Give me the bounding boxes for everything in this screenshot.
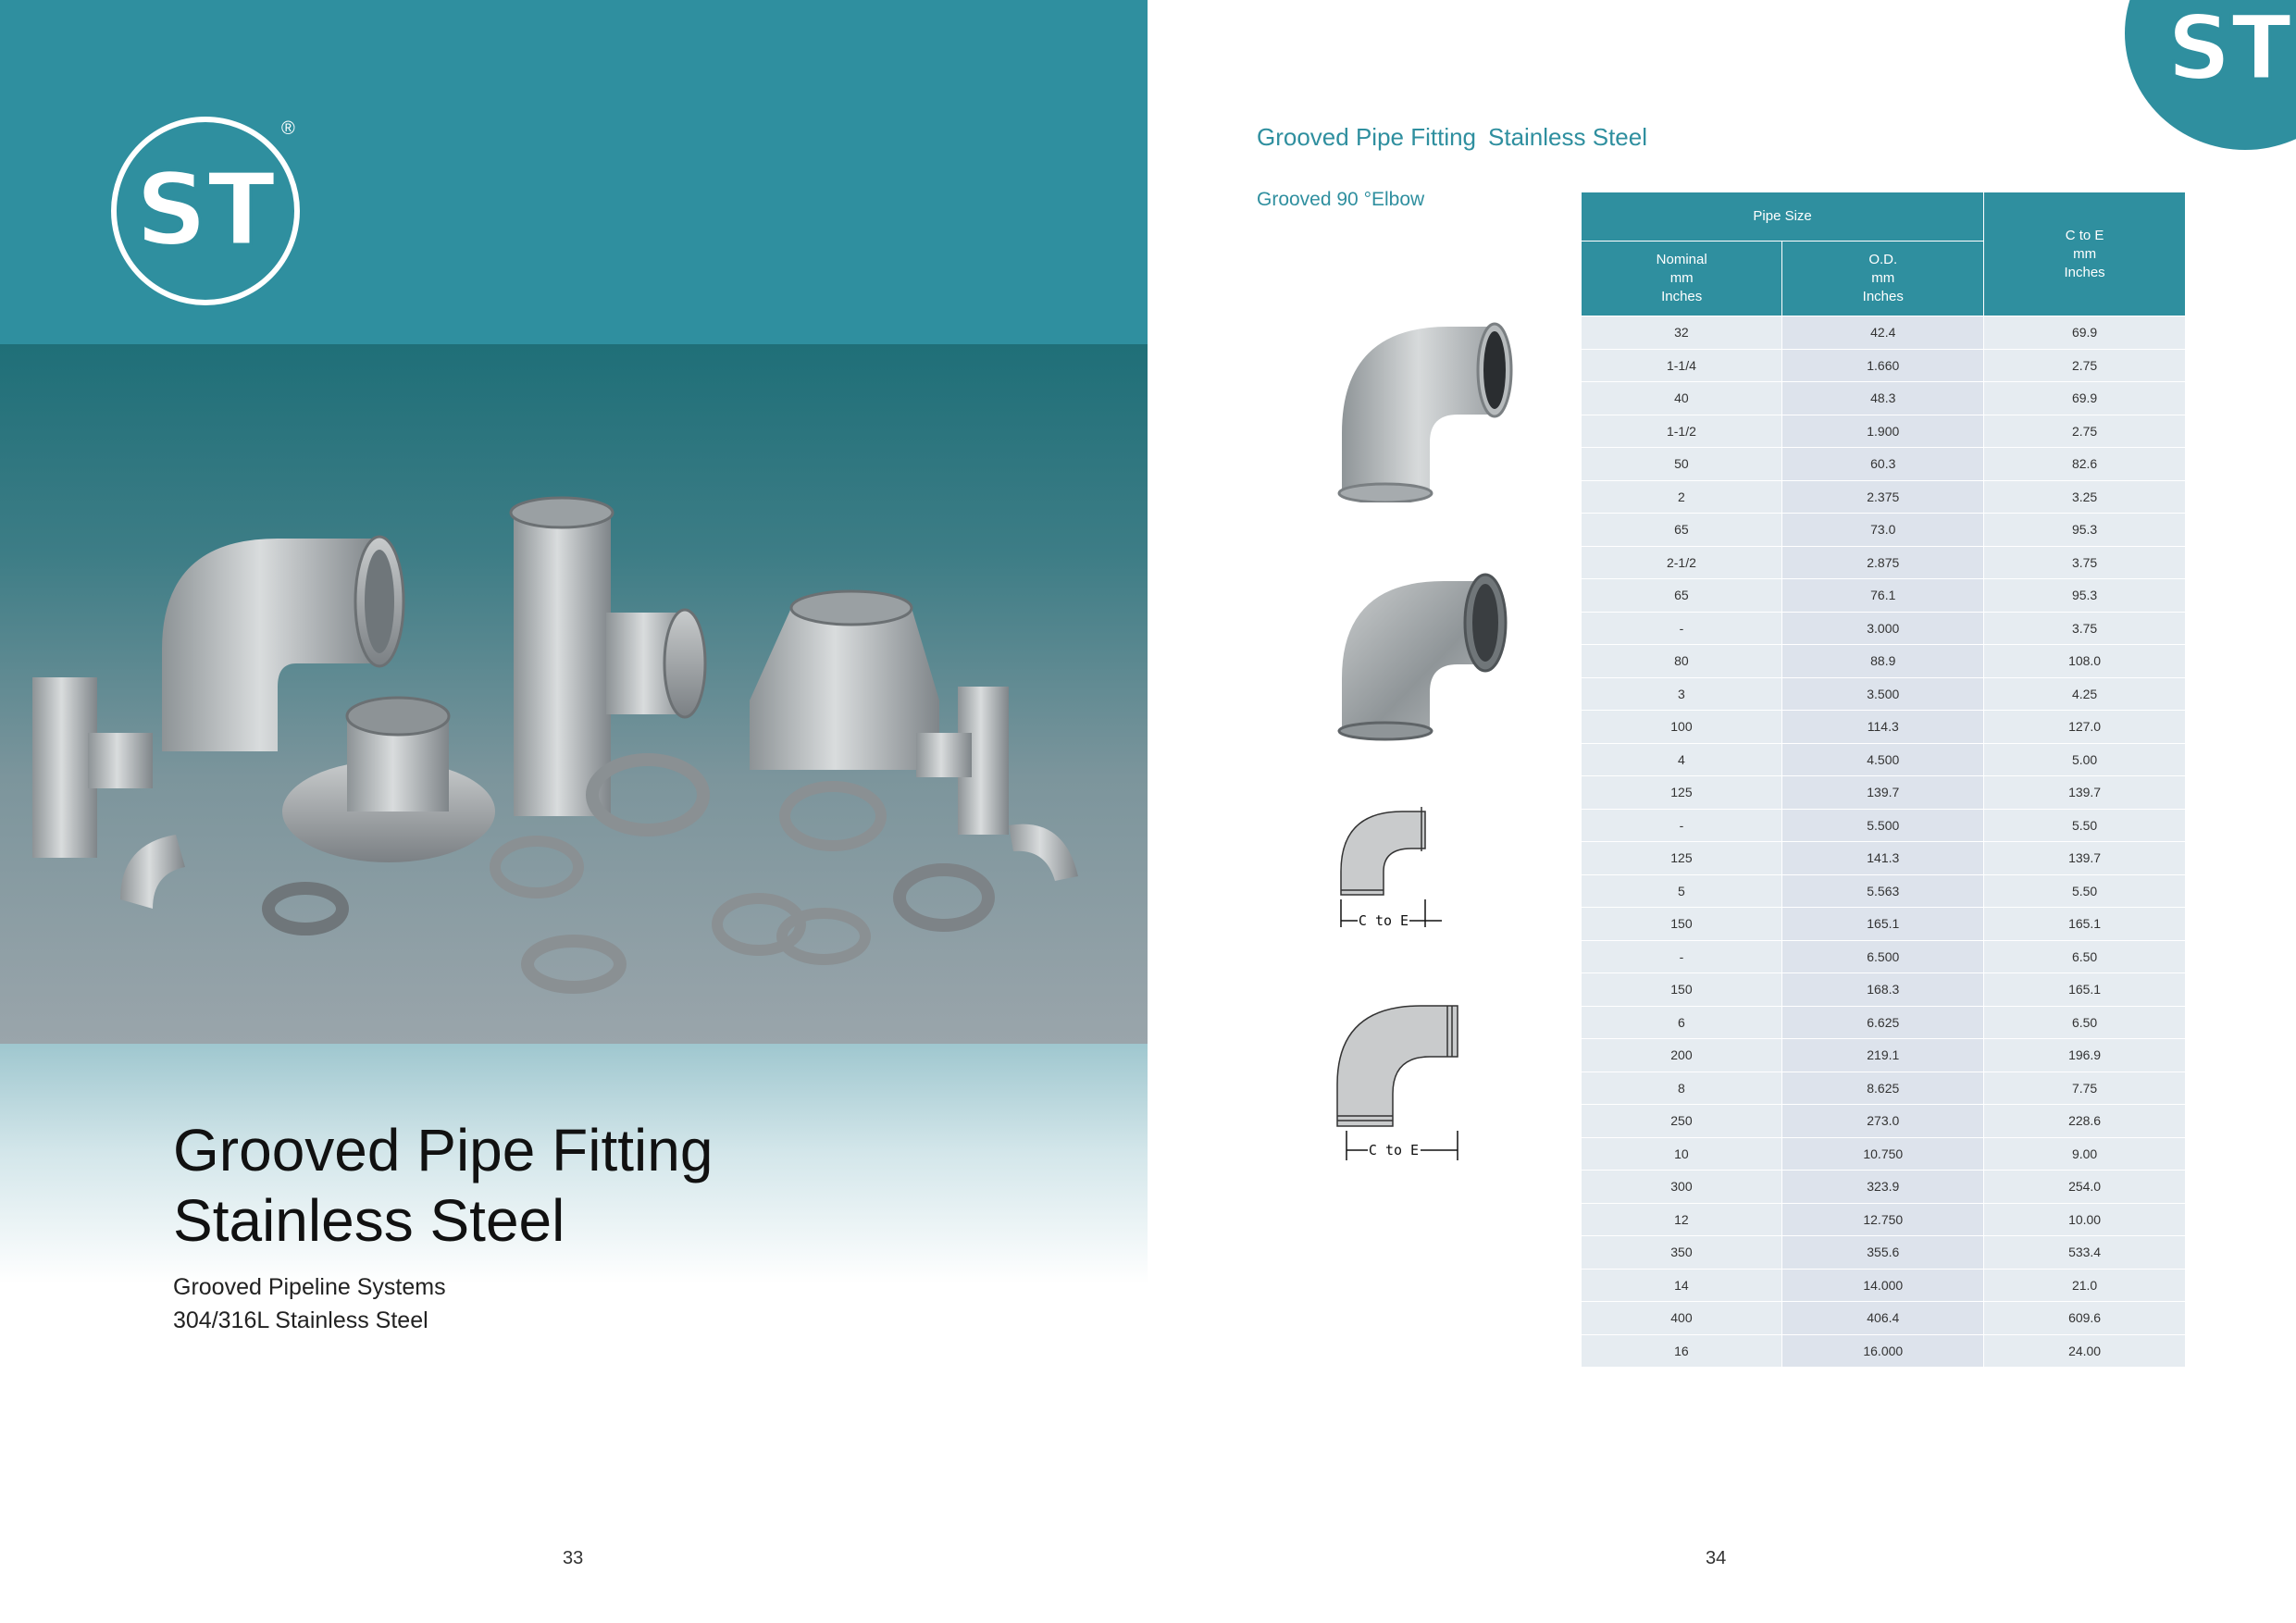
cell-nominal: 12 <box>1582 1203 1782 1236</box>
header-nominal <box>1582 242 1782 316</box>
cell-od: 2.875 <box>1782 546 1984 579</box>
cell-od: 76.1 <box>1782 579 1984 613</box>
table-row <box>1582 514 2186 547</box>
cell-nominal: 10 <box>1582 1137 1782 1171</box>
cell-nominal: 14 <box>1582 1269 1782 1302</box>
table-row <box>1582 1039 2186 1072</box>
cell-ce: 3.75 <box>1984 546 2186 579</box>
cell-nominal: 50 <box>1582 448 1782 481</box>
cell-od: 42.4 <box>1782 316 1984 350</box>
cell-ce: 5.50 <box>1984 874 2186 908</box>
cell-nominal: 3 <box>1582 677 1782 711</box>
cell-nominal: 16 <box>1582 1334 1782 1368</box>
header-nominal-line: Nominal <box>1656 252 1707 267</box>
table-row <box>1582 1236 2186 1270</box>
table-row <box>1582 776 2186 810</box>
cell-od: 114.3 <box>1782 711 1984 744</box>
cell-nominal: 250 <box>1582 1105 1782 1138</box>
table-row <box>1582 677 2186 711</box>
cell-ce: 165.1 <box>1984 973 2186 1007</box>
cell-od: 16.000 <box>1782 1334 1984 1368</box>
cell-nominal: 8 <box>1582 1072 1782 1105</box>
table-row <box>1582 973 2186 1007</box>
header-nominal-line: mm <box>1669 270 1694 286</box>
table-row <box>1582 1269 2186 1302</box>
cell-nominal: - <box>1582 612 1782 645</box>
table-row <box>1582 1334 2186 1368</box>
cell-nominal: 200 <box>1582 1039 1782 1072</box>
cell-od: 219.1 <box>1782 1039 1984 1072</box>
header-ce-line: C to E <box>2065 227 2104 243</box>
st-logo-icon <box>109 115 302 307</box>
header-ce-line: Inches <box>2064 264 2105 280</box>
page-subtitle <box>173 1270 446 1337</box>
cell-ce: 5.50 <box>1984 809 2186 842</box>
cell-od: 10.750 <box>1782 1137 1984 1171</box>
table-row <box>1582 874 2186 908</box>
subtitle-line-1: Grooved Pipeline Systems <box>173 1274 446 1300</box>
table-row <box>1582 612 2186 645</box>
cell-ce: 108.0 <box>1984 645 2186 678</box>
cell-od: 5.500 <box>1782 809 1984 842</box>
cell-ce: 82.6 <box>1984 448 2186 481</box>
cell-od: 6.500 <box>1782 940 1984 973</box>
title-line-1: Grooved Pipe Fitting <box>173 1117 714 1183</box>
elbow-photo-icon <box>1337 313 1522 502</box>
cell-od: 1.900 <box>1782 415 1984 448</box>
table-row <box>1582 940 2186 973</box>
cell-od: 3.000 <box>1782 612 1984 645</box>
cell-ce: 5.00 <box>1984 743 2186 776</box>
page-number-left: 33 <box>563 1548 584 1568</box>
cell-nominal: 40 <box>1582 382 1782 415</box>
cell-ce: 6.50 <box>1984 1006 2186 1039</box>
page-number-right: 34 <box>1706 1548 1727 1568</box>
table-row <box>1582 743 2186 776</box>
cell-od: 3.500 <box>1782 677 1984 711</box>
header-title-part2: Stainless Steel <box>1488 123 1647 151</box>
cell-nominal: 150 <box>1582 908 1782 941</box>
cell-ce: 127.0 <box>1984 711 2186 744</box>
header-ce-line: mm <box>2073 245 2097 262</box>
cell-od: 5.563 <box>1782 874 1984 908</box>
cell-od: 323.9 <box>1782 1171 1984 1204</box>
header-od-line: Inches <box>1862 289 1904 304</box>
table-row <box>1582 1171 2186 1204</box>
cell-od: 139.7 <box>1782 776 1984 810</box>
subtitle-line-2: 304/316L Stainless Steel <box>173 1307 428 1333</box>
cell-nominal: 65 <box>1582 579 1782 613</box>
header-title-part1: Grooved Pipe Fitting <box>1257 123 1477 151</box>
spec-table-body <box>1582 316 2186 1368</box>
cell-nominal: 6 <box>1582 1006 1782 1039</box>
registered-mark: ® <box>281 118 295 139</box>
cell-nominal: 32 <box>1582 316 1782 350</box>
table-row <box>1582 382 2186 415</box>
cell-nominal: 1-1/4 <box>1582 349 1782 382</box>
table-row <box>1582 842 2186 875</box>
spec-table <box>1581 192 2186 1368</box>
table-row <box>1582 349 2186 382</box>
cell-ce: 7.75 <box>1984 1072 2186 1105</box>
cell-ce: 139.7 <box>1984 842 2186 875</box>
elbow-photo-icon <box>1337 563 1522 743</box>
cell-ce: 609.6 <box>1984 1302 2186 1335</box>
cell-ce: 24.00 <box>1984 1334 2186 1368</box>
cell-nominal: 80 <box>1582 645 1782 678</box>
cell-od: 6.625 <box>1782 1006 1984 1039</box>
cell-nominal: 300 <box>1582 1171 1782 1204</box>
table-row <box>1582 1072 2186 1105</box>
cell-nominal: 125 <box>1582 842 1782 875</box>
table-row <box>1582 448 2186 481</box>
cell-nominal: 2-1/2 <box>1582 546 1782 579</box>
cell-ce: 95.3 <box>1984 514 2186 547</box>
table-row <box>1582 1006 2186 1039</box>
cell-nominal: 1-1/2 <box>1582 415 1782 448</box>
header-od-line: mm <box>1871 270 1895 286</box>
table-row <box>1582 1203 2186 1236</box>
cell-ce: 228.6 <box>1984 1105 2186 1138</box>
cell-nominal: - <box>1582 940 1782 973</box>
cell-od: 73.0 <box>1782 514 1984 547</box>
header-od <box>1782 242 1984 316</box>
cell-nominal: 150 <box>1582 973 1782 1007</box>
cell-ce: 2.75 <box>1984 415 2186 448</box>
cell-nominal: - <box>1582 809 1782 842</box>
cell-ce: 139.7 <box>1984 776 2186 810</box>
page-title <box>173 1115 713 1256</box>
cell-nominal: 65 <box>1582 514 1782 547</box>
table-row <box>1582 480 2186 514</box>
header-c-to-e <box>1984 192 2186 316</box>
cell-od: 4.500 <box>1782 743 1984 776</box>
title-line-2: Stainless Steel <box>173 1187 565 1254</box>
cell-od: 88.9 <box>1782 645 1984 678</box>
logo-text: ST <box>135 153 276 268</box>
table-row <box>1582 908 2186 941</box>
table-row <box>1582 316 2186 350</box>
cell-ce: 3.75 <box>1984 612 2186 645</box>
cell-ce: 69.9 <box>1984 316 2186 350</box>
cell-od: 2.375 <box>1782 480 1984 514</box>
elbow-drawing-icon <box>1337 807 1467 936</box>
cell-ce: 4.25 <box>1984 677 2186 711</box>
cell-ce: 196.9 <box>1984 1039 2186 1072</box>
dimension-label: C to E <box>1358 912 1409 929</box>
cell-ce: 165.1 <box>1984 908 2186 941</box>
cell-od: 60.3 <box>1782 448 1984 481</box>
cell-od: 273.0 <box>1782 1105 1984 1138</box>
cell-nominal: 100 <box>1582 711 1782 744</box>
cell-nominal: 400 <box>1582 1302 1782 1335</box>
st-logo-icon <box>2125 0 2296 150</box>
header-od-line: O.D. <box>1868 252 1898 267</box>
fittings-photo-icon <box>0 344 1148 1044</box>
cell-ce: 21.0 <box>1984 1269 2186 1302</box>
cell-ce: 9.00 <box>1984 1137 2186 1171</box>
product-photo <box>0 344 1148 1044</box>
cell-od: 141.3 <box>1782 842 1984 875</box>
cell-nominal: 350 <box>1582 1236 1782 1270</box>
cell-nominal: 125 <box>1582 776 1782 810</box>
cell-od: 355.6 <box>1782 1236 1984 1270</box>
header-pipe-size: Pipe Size <box>1582 192 1984 242</box>
cell-od: 1.660 <box>1782 349 1984 382</box>
cell-od: 8.625 <box>1782 1072 1984 1105</box>
cell-ce: 3.25 <box>1984 480 2186 514</box>
cell-nominal: 2 <box>1582 480 1782 514</box>
corner-logo-badge <box>2125 0 2296 150</box>
cell-ce: 69.9 <box>1984 382 2186 415</box>
elbow-drawing-icon <box>1333 1001 1467 1163</box>
cell-ce: 2.75 <box>1984 349 2186 382</box>
cell-ce: 254.0 <box>1984 1171 2186 1204</box>
table-row <box>1582 1302 2186 1335</box>
dimension-label: C to E <box>1368 1142 1420 1158</box>
cell-od: 165.1 <box>1782 908 1984 941</box>
cell-ce: 95.3 <box>1984 579 2186 613</box>
table-row <box>1582 1105 2186 1138</box>
cell-od: 48.3 <box>1782 382 1984 415</box>
table-row <box>1582 1137 2186 1171</box>
product-name: Grooved 90 °Elbow <box>1257 189 1425 210</box>
cell-nominal: 4 <box>1582 743 1782 776</box>
header-nominal-line: Inches <box>1661 289 1703 304</box>
cell-od: 168.3 <box>1782 973 1984 1007</box>
cell-nominal: 5 <box>1582 874 1782 908</box>
cell-ce: 533.4 <box>1984 1236 2186 1270</box>
cell-ce: 6.50 <box>1984 940 2186 973</box>
table-row <box>1582 546 2186 579</box>
cell-od: 12.750 <box>1782 1203 1984 1236</box>
table-row <box>1582 809 2186 842</box>
table-row <box>1582 645 2186 678</box>
cell-ce: 10.00 <box>1984 1203 2186 1236</box>
corner-logo-text: ST <box>2166 0 2292 100</box>
cell-od: 14.000 <box>1782 1269 1984 1302</box>
table-row <box>1582 579 2186 613</box>
table-row <box>1582 711 2186 744</box>
cell-od: 406.4 <box>1782 1302 1984 1335</box>
table-row <box>1582 415 2186 448</box>
